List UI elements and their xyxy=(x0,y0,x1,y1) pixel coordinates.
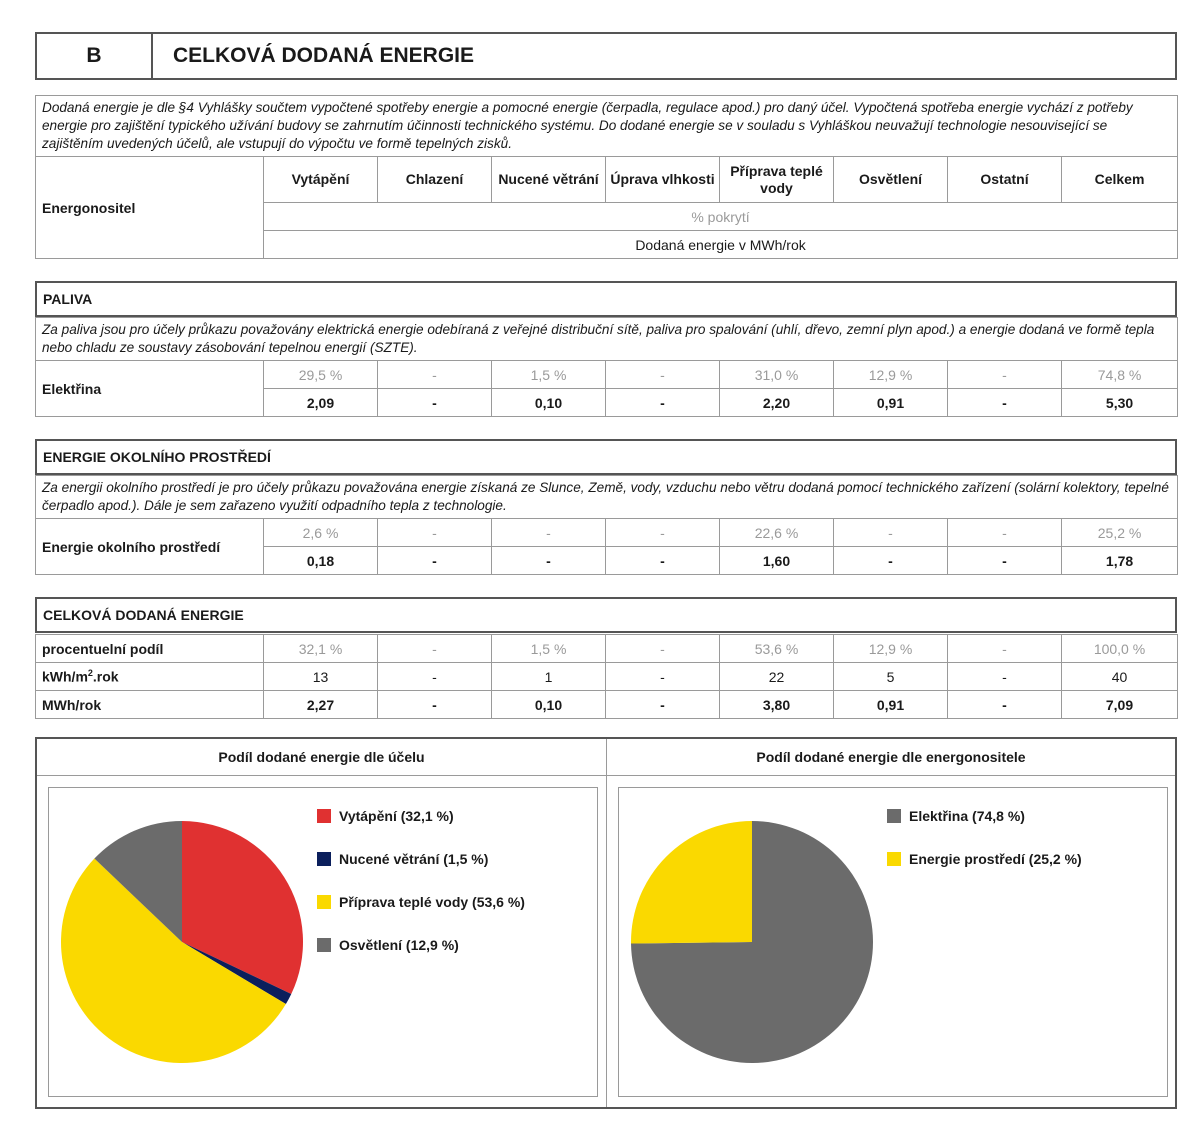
value-cell: 0,91 xyxy=(834,691,948,719)
pct-cell: 12,9 % xyxy=(834,361,948,389)
value-cell: - xyxy=(606,547,720,575)
legend-swatch xyxy=(317,938,331,952)
pct-cell: 31,0 % xyxy=(720,361,834,389)
kwh-label-b: .rok xyxy=(92,668,119,685)
legend-label: Elektřina (74,8 %) xyxy=(909,808,1025,824)
col-header: Nucené větrání xyxy=(492,157,606,203)
pct-cell: - xyxy=(948,519,1062,547)
okoli-table xyxy=(35,475,1178,575)
value-cell: 1 xyxy=(492,663,606,691)
pct-cell: 29,5 % xyxy=(264,361,378,389)
value-cell: 3,80 xyxy=(720,691,834,719)
value-cell: - xyxy=(606,389,720,417)
kwh-label-sup: 2 xyxy=(87,668,93,679)
okoli-label: Energie okolního prostředí xyxy=(36,519,264,575)
okoli-description: Za energii okolního prostředí je pro účely průkazu považována energie získaná ze Slunce, Země, vody, vzduchu nebo větru dodaná pomocí technického zařízení (solární kolektory, tepelné čerpadlo apod.). Dále je sem zařazeno využití odpadního tepla z technologie. xyxy=(36,476,1178,519)
value-cell: 5 xyxy=(834,663,948,691)
pct-cell: 74,8 % xyxy=(1062,361,1178,389)
pct-cell: 12,9 % xyxy=(834,635,948,663)
intro-description: Dodaná energie je dle §4 Vyhlášky součtem vypočtené spotřeby energie a pomocné energie (čerpadla, regulace apod.) pro daný účel. Vypočtená spotřeba energie vychází z potřeby energie pro zajištění typického užívání budovy se zahrnutím účinnosti technického systému. Do dodané energie se v souladu s Vyhláškou neuvažují technologie nesouvisející se zajištěním uvedených účelů, ale vstupují do výpočtu ve formě tepelných zisků. xyxy=(36,96,1178,157)
chart-title-energonositel: Podíl dodané energie dle energonositele xyxy=(756,749,1026,765)
paliva-description: Za paliva jsou pro účely průkazu považovány elektrická energie odebíraná z veřejné distribuční sítě, paliva pro spalování (uhlí, dřevo, zemní plyn apod.) a energie dodaná ve formě tepla nebo chladu ze soustavy zásobování tepelnou energií (SZTE). xyxy=(36,318,1178,361)
pct-cell: - xyxy=(378,635,492,663)
pct-cell: - xyxy=(378,361,492,389)
value-cell: 0,10 xyxy=(492,691,606,719)
value-cell: - xyxy=(948,691,1062,719)
charts-panel xyxy=(35,737,1177,1109)
legend-label: Vytápění (32,1 %) xyxy=(339,808,454,824)
kwh-label-a: kWh/m xyxy=(42,668,88,685)
legend-label: Osvětlení (12,9 %) xyxy=(339,937,459,953)
value-cell: 13 xyxy=(264,663,378,691)
value-cell: 0,91 xyxy=(834,389,948,417)
col-header: Celkem xyxy=(1062,157,1178,203)
value-cell: 1,78 xyxy=(1062,547,1178,575)
value-cell: 2,20 xyxy=(720,389,834,417)
mwh-label: MWh/rok xyxy=(36,691,264,719)
legend-swatch xyxy=(317,809,331,823)
col-header: Ostatní xyxy=(948,157,1062,203)
pct-label: % pokrytí xyxy=(264,203,1178,231)
col-header: Úprava vlhkosti xyxy=(606,157,720,203)
pct-cell: - xyxy=(378,519,492,547)
procentuelni-podil-label: procentuelní podíl xyxy=(36,635,264,663)
pct-cell: 22,6 % xyxy=(720,519,834,547)
legend-swatch xyxy=(317,852,331,866)
legend-item xyxy=(887,808,1025,824)
value-cell: 7,09 xyxy=(1062,691,1178,719)
paliva-table xyxy=(35,317,1178,417)
chart-divider-horizontal xyxy=(37,775,1175,776)
celkem-table xyxy=(35,634,1178,719)
value-cell: 5,30 xyxy=(1062,389,1178,417)
value-cell: - xyxy=(378,389,492,417)
pct-cell: - xyxy=(606,361,720,389)
value-cell: - xyxy=(378,691,492,719)
legend-label: Nucené větrání (1,5 %) xyxy=(339,851,489,867)
pct-cell: - xyxy=(492,519,606,547)
intro-table xyxy=(35,95,1178,259)
value-cell: - xyxy=(948,389,1062,417)
celkem-heading: CELKOVÁ DODANÁ ENERGIE xyxy=(35,597,1177,633)
value-cell: - xyxy=(948,547,1062,575)
value-cell: 2,27 xyxy=(264,691,378,719)
value-cell: - xyxy=(378,547,492,575)
value-cell: - xyxy=(492,547,606,575)
value-cell: - xyxy=(606,691,720,719)
pct-cell: - xyxy=(948,635,1062,663)
legend-item xyxy=(887,851,1082,867)
legend-item xyxy=(317,937,459,953)
unit-label: Dodaná energie v MWh/rok xyxy=(264,231,1178,259)
pct-cell: 1,5 % xyxy=(492,635,606,663)
section-letter: B xyxy=(37,34,153,78)
col-header: Osvětlení xyxy=(834,157,948,203)
value-cell: 0,10 xyxy=(492,389,606,417)
pie-chart-ucel xyxy=(49,788,309,1088)
value-cell: 0,18 xyxy=(264,547,378,575)
pct-cell: 25,2 % xyxy=(1062,519,1178,547)
pct-cell: 32,1 % xyxy=(264,635,378,663)
col-header: Příprava teplé vody xyxy=(720,157,834,203)
okoli-heading: ENERGIE OKOLNÍHO PROSTŘEDÍ xyxy=(35,439,1177,475)
pct-cell: 100,0 % xyxy=(1062,635,1178,663)
col-header: Chlazení xyxy=(378,157,492,203)
chart-divider-vertical xyxy=(606,739,607,1107)
pie-chart-energonositel xyxy=(619,788,879,1088)
value-cell: - xyxy=(948,663,1062,691)
legend-swatch xyxy=(887,852,901,866)
pct-cell: - xyxy=(606,519,720,547)
legend-swatch xyxy=(887,809,901,823)
value-cell: - xyxy=(378,663,492,691)
kwh-label xyxy=(36,663,264,691)
legend-label: Příprava teplé vody (53,6 %) xyxy=(339,894,525,910)
pct-cell: - xyxy=(834,519,948,547)
value-cell: - xyxy=(606,663,720,691)
pie-slice xyxy=(631,821,752,944)
pct-cell: 1,5 % xyxy=(492,361,606,389)
energonositel-label: Energonositel xyxy=(36,157,264,259)
value-cell: 1,60 xyxy=(720,547,834,575)
value-cell: 40 xyxy=(1062,663,1178,691)
legend-label: Energie prostředí (25,2 %) xyxy=(909,851,1082,867)
section-header xyxy=(35,32,1177,80)
value-cell: - xyxy=(834,547,948,575)
pct-cell: 53,6 % xyxy=(720,635,834,663)
elektrina-label: Elektřina xyxy=(36,361,264,417)
value-cell: 2,09 xyxy=(264,389,378,417)
pct-cell: - xyxy=(606,635,720,663)
legend-item xyxy=(317,808,454,824)
chart-area-ucel xyxy=(48,787,598,1097)
legend-swatch xyxy=(317,895,331,909)
col-header: Vytápění xyxy=(264,157,378,203)
value-cell: 22 xyxy=(720,663,834,691)
chart-area-energonositel xyxy=(618,787,1168,1097)
legend-item xyxy=(317,851,488,867)
paliva-heading: PALIVA xyxy=(35,281,1177,317)
pct-cell: 2,6 % xyxy=(264,519,378,547)
chart-title-ucel: Podíl dodané energie dle účelu xyxy=(218,749,425,765)
section-title: CELKOVÁ DODANÁ ENERGIE xyxy=(173,44,475,67)
legend-item xyxy=(317,894,525,910)
pct-cell: - xyxy=(948,361,1062,389)
